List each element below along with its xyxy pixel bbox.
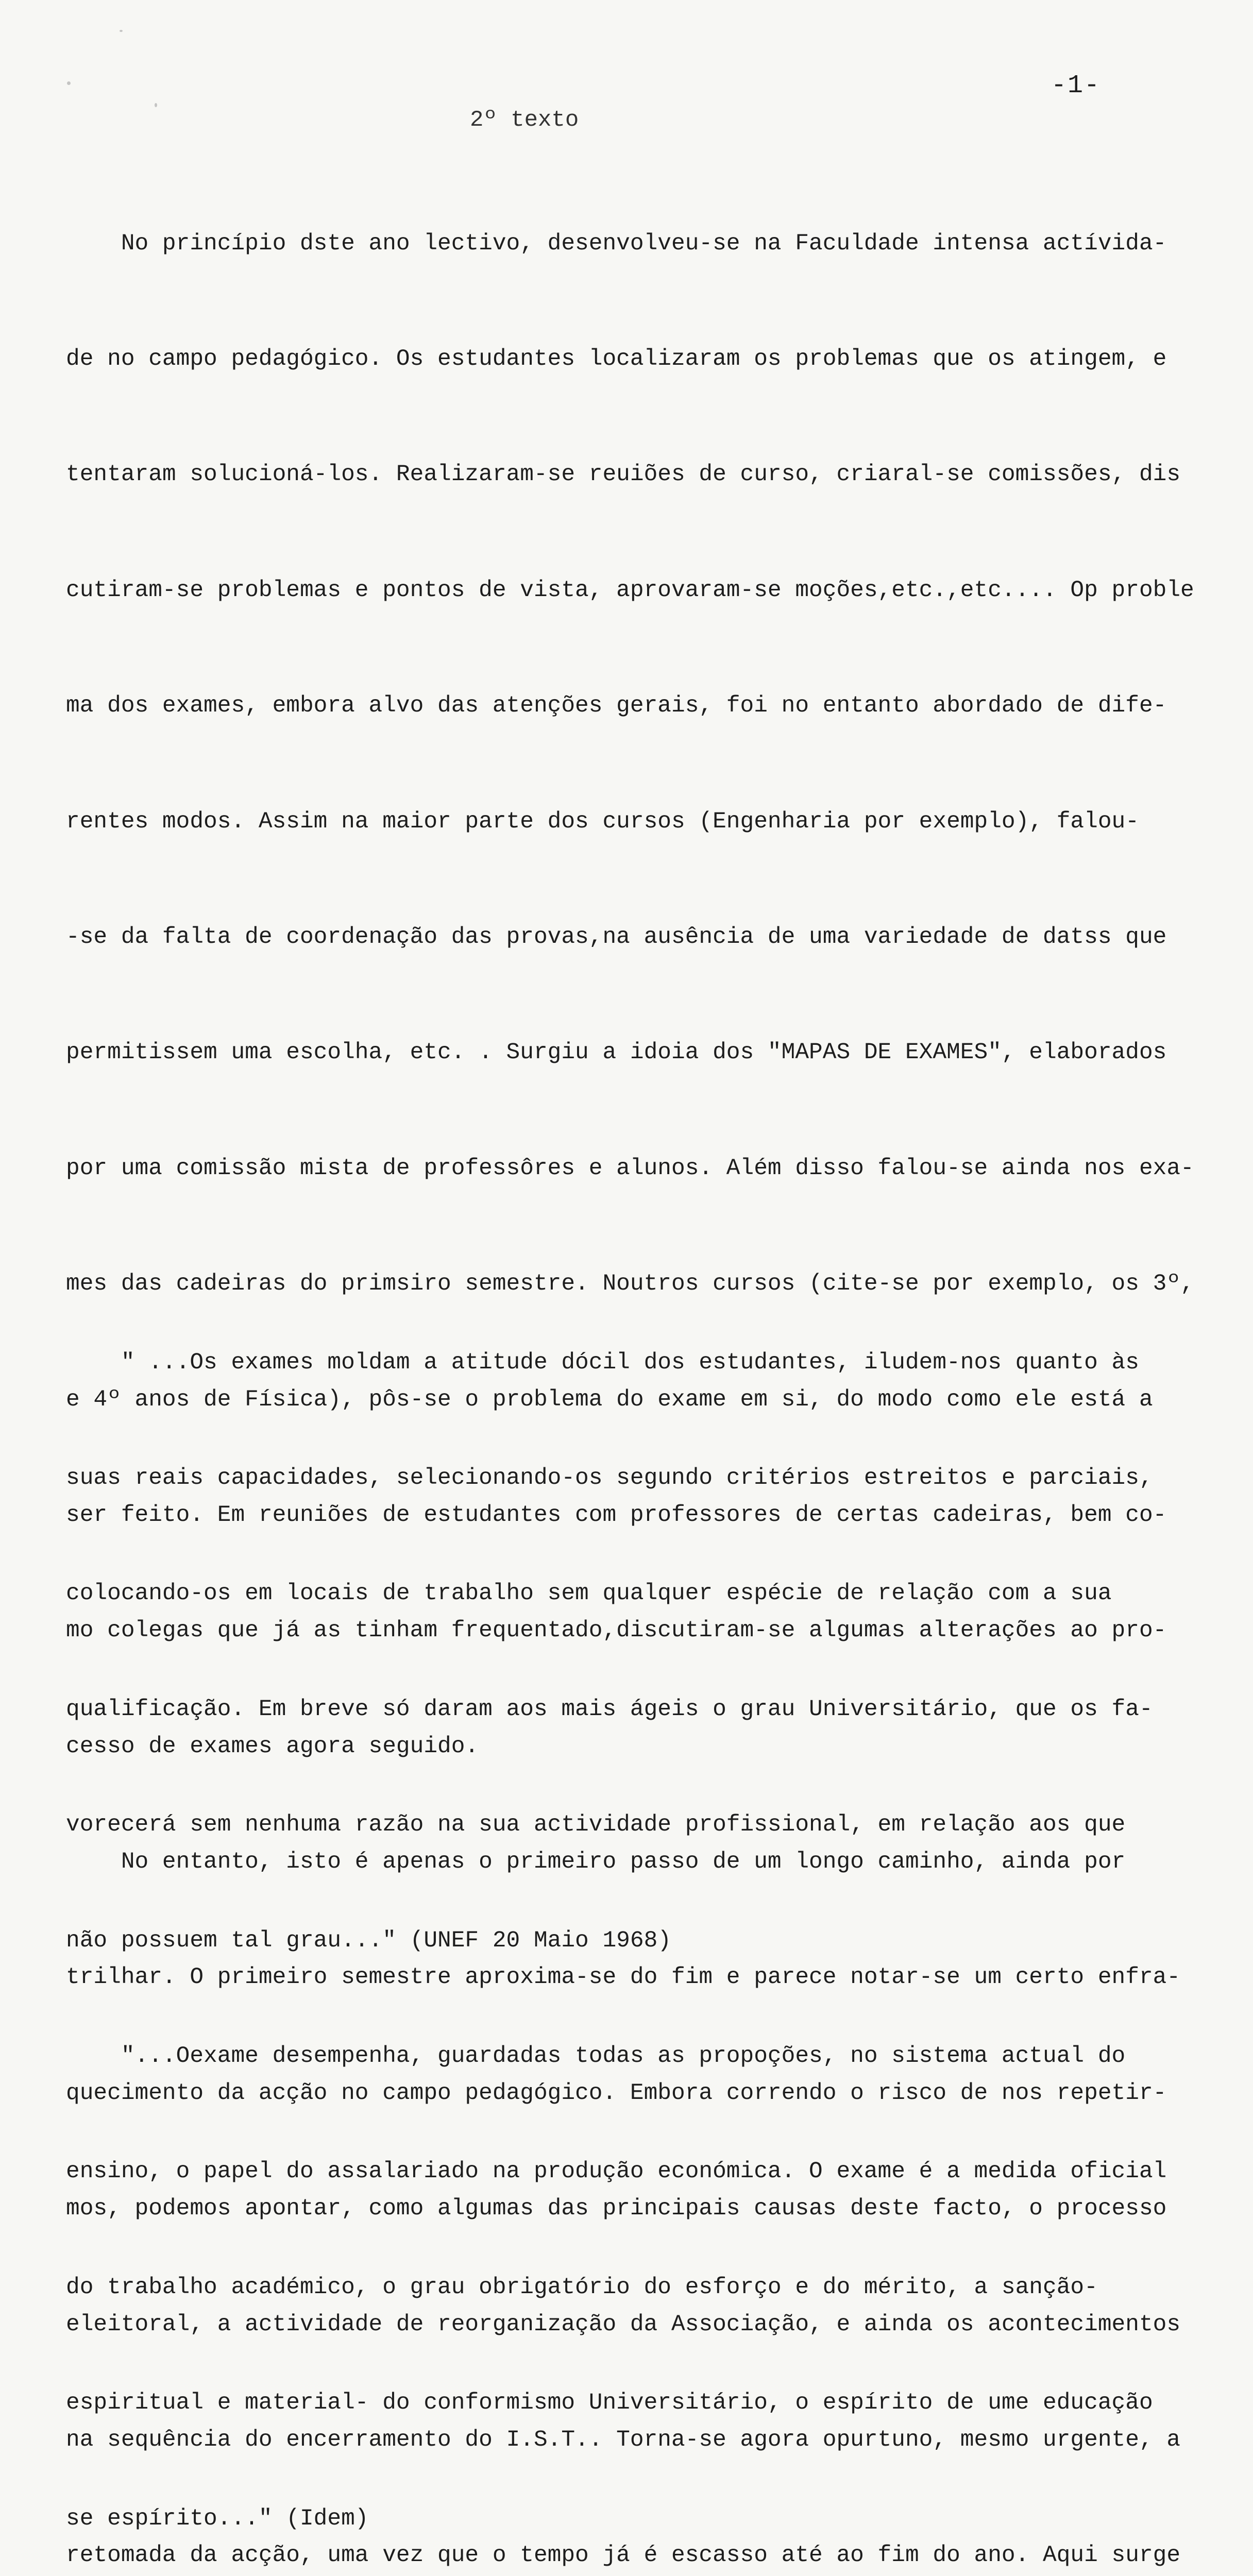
quote-line: " ...Os exames moldam a atitude dócil dos estudantes, iludem-nos quanto às [66, 1349, 1139, 1376]
quote-line: colocando-os em locais de trabalho sem qualquer espécie de relação com a sua [66, 1581, 1112, 1607]
text-line: e 4º anos de Física), pôs-se o problema do exame em si, do modo como ele está a [66, 1386, 1153, 1413]
text-line: mes das cadeiras do primsiro semestre. Noutros cursos (cite-se por exemplo, os 3º, [66, 1271, 1194, 1297]
text-line: rentes modos. Assim na maior parte dos cursos (Engenharia por exemplo), falou- [66, 808, 1139, 835]
text-line: de no campo pedagógico. Os estudantes localizaram os problemas que os atingem, e [66, 346, 1167, 372]
text-line: No entanto, isto é apenas o primeiro passo de um longo caminho, ainda por [66, 1849, 1126, 1875]
quote-line: vorecerá sem nenhuma razão na sua actividade profissional, em relação aos que [66, 1812, 1126, 1838]
text-line: eleitoral, a actividade de reorganização da Associação, e ainda os acontecimentos [66, 2311, 1181, 2337]
text-line: retomada da acção, uma vez que o tempo já é escasso até ao fim do ano. Aqui surge [66, 2543, 1181, 2569]
quote-line: suas reais capacidades, selecionando-os segundo critérios estreitos e parciais, [66, 1465, 1153, 1491]
text-line: por uma comissão mista de professôres e alunos. Além disso falou-se ainda nos exa- [66, 1155, 1194, 1181]
quote-line: do trabalho académico, o grau obrigatório do esforço e do mérito, a sanção- [66, 2274, 1098, 2300]
text-line: permitissem uma escolha, etc. . Surgiu a idoia dos "MAPAS DE EXAMES", elaborados [66, 1040, 1167, 1066]
ink-speck [67, 81, 71, 85]
text-line: cutiram-se problemas e pontos de vista, aprovaram-se moções,etc.,etc.... Op proble [66, 577, 1194, 603]
quote-line: se espírito..." (Idem) [66, 2505, 369, 2532]
text-line: mos, podemos apontar, como algumas das principais causas deste facto, o processo [66, 2196, 1167, 2222]
text-line: na sequência do encerramento do I.S.T.. Torna-se agora opurtuno, mesmo urgente, a [66, 2427, 1181, 2453]
text-line: No princípio dste ano lectivo, desenvolveu-se na Faculdade intensa actívida- [66, 230, 1167, 257]
text-line: ser feito. Em reuniões de estudantes com professores de certas cadeiras, bem co- [66, 1502, 1167, 1528]
quotations [66, 1266, 1199, 2576]
ink-speck [155, 103, 157, 107]
text-line: tentaram solucioná-los. Realizaram-se reuiões de curso, criaral-se comissões, dis [66, 462, 1181, 488]
text-line: ma dos exames, embora alvo das atenções gerais, foi no entanto abordado de dife- [66, 693, 1167, 719]
quote-line: ensino, o papel do assalariado na produção económica. O exame é a medida oficial [66, 2159, 1167, 2185]
ink-speck [120, 30, 123, 32]
text-line: trilhar. O primeiro semestre aproxima-se do fim e parece notar-se um certo enfra- [66, 1964, 1181, 1991]
text-line: quecimento da acção no campo pedagógico. Embora correndo o risco de nos repetir- [66, 2080, 1167, 2106]
text-line: -se da falta de coordenação das provas,na ausência de uma variedade de datss que [66, 924, 1167, 950]
document-title: 2º texto [470, 107, 579, 133]
quote-line: não possuem tal grau..." (UNEF 20 Maio 1968) [66, 1927, 671, 1954]
quote-line: espiritual e material- do conformismo Universitário, o espírito de ume educação [66, 2390, 1153, 2416]
page-number: -1- [1051, 71, 1101, 100]
quote-line: "...Oexame desempenha, guardadas todas as propoções, no sistema actual do [66, 2043, 1126, 2069]
quote-line: qualificação. Em breve só daram aos mais ágeis o grau Universitário, que os fa- [66, 1696, 1153, 1722]
text-line: cesso de exames agora seguido. [66, 1733, 479, 1759]
text-line: mo colegas que já as tinham frequentado,discutiram-se algumas alterações ao pro- [66, 1618, 1167, 1644]
